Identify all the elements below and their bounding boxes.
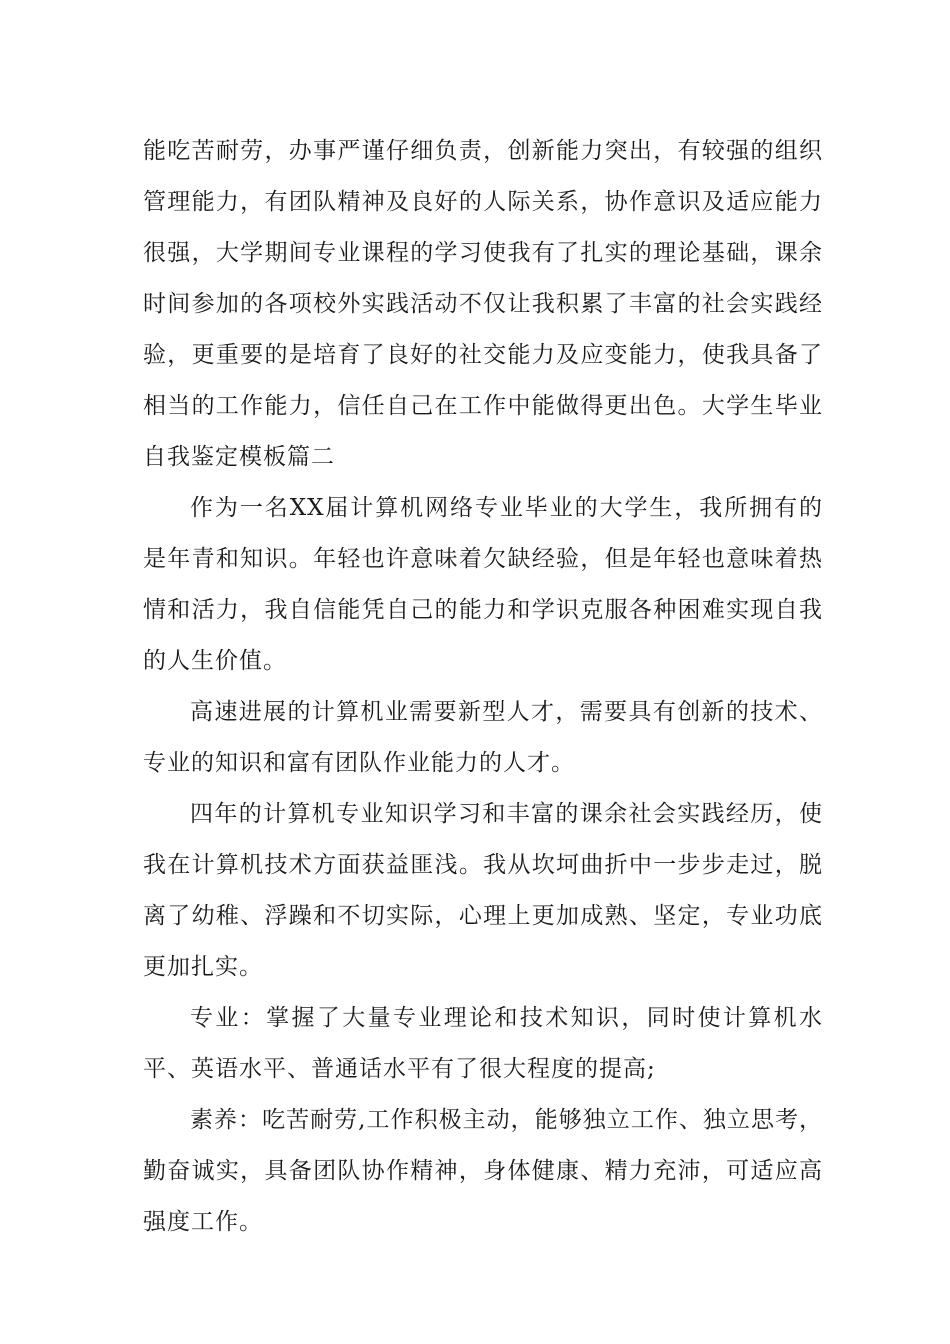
paragraph-continuation: 能吃苦耐劳，办事严谨仔细负责，创新能力突出，有较强的组织管理能力，有团队精神及良好的人际关系，协作意识及适应能力很强，大学期间专业课程的学习使我有了扎实的理论基础，课余时间参加的各项校外实践活动不仅让我积累了丰富的社会实践经验，更重要的是培育了良好的社交能力及应变能力，使我具备了相当的工作能力，信任自己在工作中能做得更出色。大学生毕业自我鉴定模板篇二 [143,138,823,470]
document-body [143,126,823,1248]
paragraph-introduction: 作为一名XX届计算机网络专业毕业的大学生，我所拥有的是年青和知识。年轻也许意味着欠缺经验，但是年轻也意味着热情和活力，我自信能凭自己的能力和学识克服各种困难实现自我的人生价值。 [143,495,823,674]
paragraph-industry-need: 高速进展的计算机业需要新型人才，需要具有创新的技术、专业的知识和富有团队作业能力的人才。 [143,699,823,776]
paragraph-qualities: 素养：吃苦耐劳,工作积极主动，能够独立工作、独立思考，勤奋诚实，具备团队协作精神，身体健康、精力充沛，可适应高强度工作。 [143,1107,823,1235]
paragraph-professional: 专业：掌握了大量专业理论和技术知识，同时使计算机水平、英语水平、普通话水平有了很大程度的提高; [143,1005,823,1082]
paragraph-experience: 四年的计算机专业知识学习和丰富的课余社会实践经历，使我在计算机技术方面获益匪浅。我从坎坷曲折中一步步走过，脱离了幼稚、浮躁和不切实际，心理上更加成熟、坚定，专业功底更加扎实。 [143,801,823,980]
